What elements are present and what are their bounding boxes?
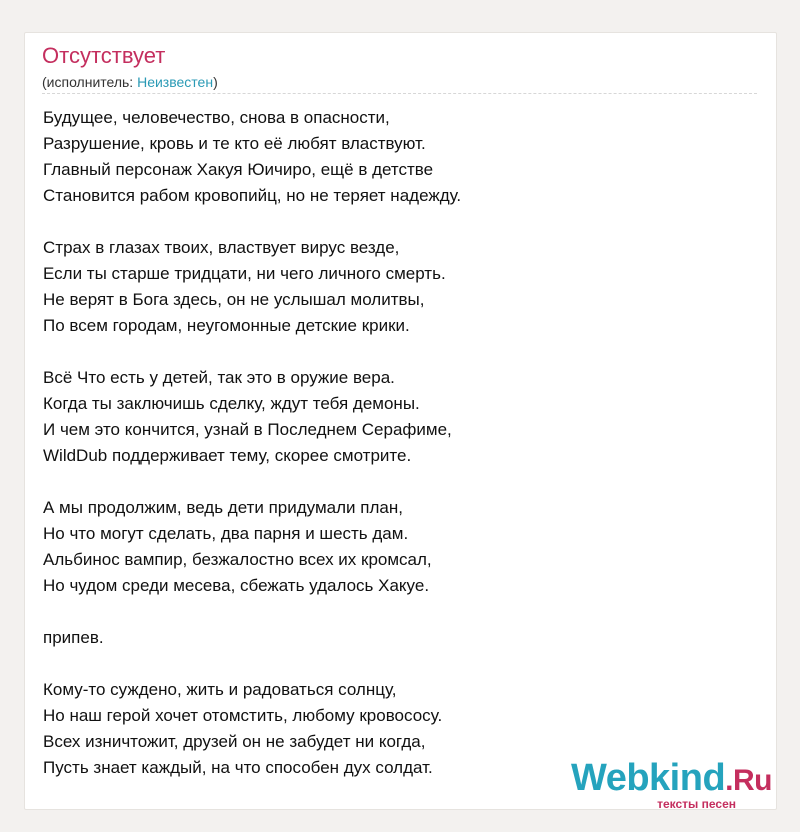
artist-link[interactable]: Неизвестен	[137, 74, 214, 90]
lyric-line: Становится рабом кровопийц, но не теряет надежду.	[43, 186, 462, 205]
lyrics-stanza	[43, 365, 733, 469]
lyric-line: Всех изничтожит, друзей он не забудет ни когда,	[43, 732, 426, 751]
lyrics-stanza	[43, 105, 733, 209]
lyric-line: Не верят в Бога здесь, он не услышал молитвы,	[43, 290, 425, 309]
lyric-line: Но наш герой хочет отомстить, любому кровососу.	[43, 706, 443, 725]
lyric-line: Разрушение, кровь и те кто её любят властвуют.	[43, 134, 426, 153]
lyric-line: Страх в глазах твоих, властвует вирус везде,	[43, 238, 400, 257]
song-title: Отсутствует	[42, 43, 166, 68]
artist-prefix: (исполнитель:	[42, 74, 138, 90]
watermark-tld: Ru	[733, 764, 772, 797]
lyric-line: И чем это кончится, узнай в Последнем Серафиме,	[43, 420, 452, 439]
lyric-line: Кому-то суждено, жить и радоваться солнцу,	[43, 680, 397, 699]
watermark-brand: Webkind	[571, 757, 726, 799]
title-divider	[42, 93, 757, 94]
lyric-line: По всем городам, неугомонные детские крики.	[43, 316, 410, 335]
site-watermark	[571, 759, 772, 810]
lyrics-stanza	[43, 235, 733, 339]
lyric-line: Альбинос вампир, безжалостно всех их кромсал,	[43, 550, 432, 569]
lyrics-body	[43, 105, 733, 807]
artist-suffix: )	[213, 74, 218, 90]
lyric-line-chorus: припев.	[43, 628, 104, 647]
watermark-logo	[571, 759, 772, 800]
lyric-line: Но что могут сделать, два парня и шесть дам.	[43, 524, 409, 543]
lyric-line: Будущее, человечество, снова в опасности,	[43, 108, 390, 127]
artist-line	[42, 73, 218, 91]
lyric-line: Когда ты заключишь сделку, ждут тебя демоны.	[43, 394, 420, 413]
lyric-line: Всё Что есть у детей, так это в оружие вера.	[43, 368, 395, 387]
watermark-dot: .	[725, 764, 733, 797]
lyric-line: А мы продолжим, ведь дети придумали план,	[43, 498, 403, 517]
lyric-line: WildDub поддерживает тему, скорее смотрите.	[43, 446, 412, 465]
lyric-line: Если ты старше тридцати, ни чего личного смерть.	[43, 264, 446, 283]
lyrics-stanza	[43, 625, 733, 651]
watermark-tagline: тексты песен	[657, 797, 736, 811]
lyric-line: Но чудом среди месева, сбежать удалось Хакуе.	[43, 576, 430, 595]
lyric-line: Главный персонаж Хакуя Юичиро, ещё в детстве	[43, 160, 434, 179]
lyric-line: Пусть знает каждый, на что способен дух солдат.	[43, 758, 433, 777]
lyrics-stanza	[43, 495, 733, 599]
